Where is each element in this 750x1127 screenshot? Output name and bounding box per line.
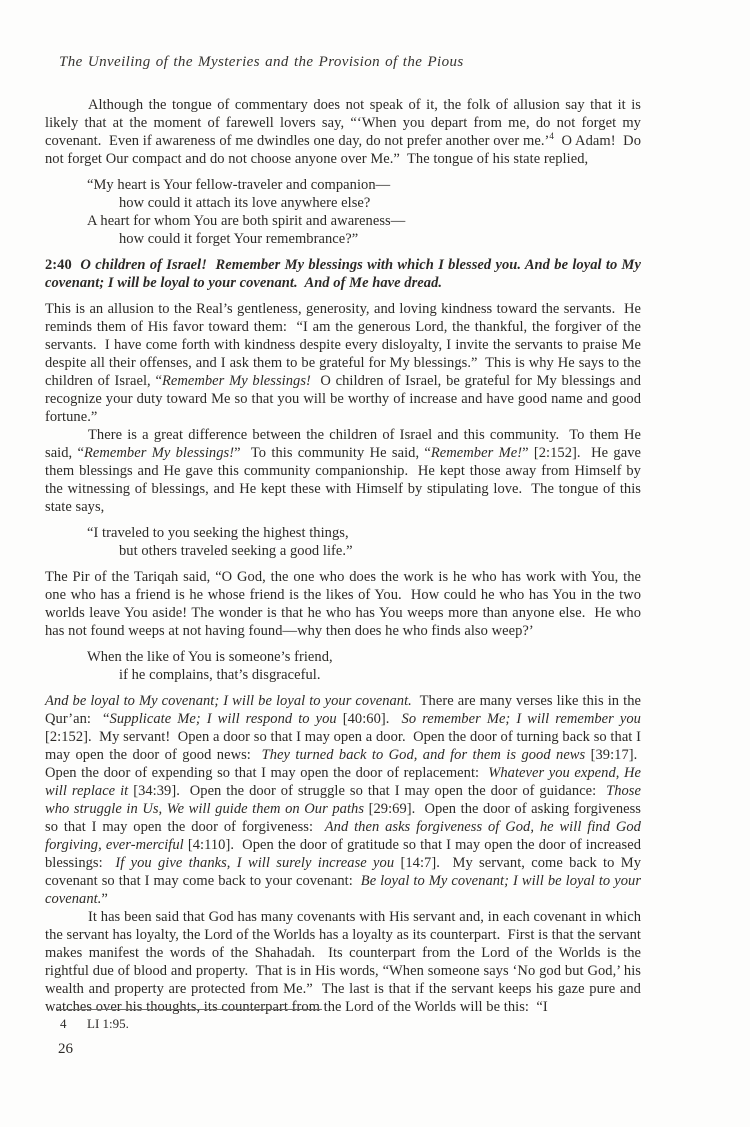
text-run: O Adam! Do not forget Our compact and do not choose anyone over Me.” The tongue of his state replied, bbox=[45, 133, 641, 167]
running-header: The Unveiling of the Mysteries and the Provision of the Pious bbox=[59, 54, 464, 70]
text-run: There is a great difference between the children of Israel and this community. To them He said, “ bbox=[45, 427, 641, 461]
paragraph bbox=[45, 300, 641, 426]
paragraph bbox=[45, 692, 641, 908]
verse bbox=[45, 176, 641, 248]
text-run: [40:60]. bbox=[336, 711, 402, 727]
text-run: Whatever you expend, He will replace it bbox=[45, 765, 642, 799]
text-run: And be loyal to My covenant; I will be loyal to your covenant. bbox=[45, 693, 412, 709]
text-run: if he complains, that’s disgraceful. bbox=[119, 667, 321, 683]
text-run: Those who struggle in Us, We will guide them on Our paths bbox=[45, 783, 641, 817]
text-run: And then asks forgiveness of God, he will find God forgiving, ever-merciful bbox=[45, 819, 641, 853]
verse-line bbox=[45, 542, 641, 560]
text-run: The Pir of the Tariqah said, “O God, the one who does the work is he who has work with You, the one who has a friend is he whose friend is the likes of You. How could he who has You in the two worlds leave You aside! The wonder is that he who has You weeps more than anyone else. He who has not found weeps at not having found—why then does he who finds also weep?’ bbox=[45, 569, 641, 639]
verse bbox=[45, 524, 641, 560]
text-run: [14:7]. My servant, come back to My covenant so that I may come back to your covenant: bbox=[45, 855, 641, 889]
text-run: Remember Me! bbox=[430, 445, 523, 461]
text-run: [39:17]. Open the door of expending so that I may open the door of replacement: bbox=[45, 747, 641, 781]
text-run: [4:110]. Open the door of gratitude so that I may open the door of increased blessings: bbox=[45, 837, 641, 871]
text-run: When the like of You is someone’s friend, bbox=[87, 649, 333, 665]
verse bbox=[45, 648, 641, 684]
paragraph bbox=[45, 908, 641, 1016]
text-run: [2:152]. My servant! Open a door so that I may open a door. Open the door of turning back so that I may open the door of good news: bbox=[45, 729, 641, 763]
page-number: 26 bbox=[58, 1041, 73, 1057]
footnote-divider bbox=[57, 1009, 322, 1010]
text-run: ” To this community He said, “ bbox=[234, 445, 431, 461]
text-run: 4 bbox=[549, 131, 554, 142]
verse-line bbox=[45, 194, 641, 212]
verse-line bbox=[45, 648, 641, 666]
text-run: Be loyal to My covenant; I will be loyal to your covenant. bbox=[45, 873, 642, 907]
text-run: how could it forget Your remembrance?” bbox=[119, 231, 359, 247]
verse-line bbox=[45, 524, 641, 542]
quran-verse-heading bbox=[45, 256, 641, 292]
paragraph bbox=[45, 426, 641, 516]
text-run: If you give thanks, I will surely increase you bbox=[115, 855, 395, 871]
text-run: “My heart is Your fellow-traveler and companion— bbox=[87, 177, 391, 193]
text-run: They turned back to God, and for them is good news bbox=[261, 747, 586, 763]
text-run: how could it attach its love anywhere else? bbox=[119, 195, 371, 211]
text-run: It has been said that God has many covenants with His servant and, in each covenant in which the servant has loyalty, the Lord of the Worlds has a loyalty as its counterpart. First is that the servant makes manifest the words of the Shahadah. Its counterpart from the Lord of the Worlds is the rightful due of blood and property. That is in His words, “When someone says ‘No god but God,’ his wealth and property are protected from Me.” The last is that if the servant keeps his gaze pure and watches over his thoughts, its counterpart from the Lord of the Worlds will be this: “I bbox=[45, 909, 641, 1015]
text-run: Although the tongue of commentary does not speak of it, the folk of allusion say that it is likely that at the moment of farewell lovers say, “‘When you depart from me, do not forget my covenant. Even if awareness of me dwindles one day, do not prefer another over me.’ bbox=[45, 97, 641, 149]
text-run: A heart for whom You are both spirit and awareness— bbox=[87, 213, 406, 229]
text-run: Remember My blessings! bbox=[84, 445, 235, 461]
paragraph bbox=[45, 568, 641, 640]
text-run: Remember My blessings! bbox=[161, 373, 311, 389]
text-run: O children of Israel! Remember My blessings with which I blessed you. And be loyal to My covenant; I will be loyal to your covenant. And of Me have dread. bbox=[45, 257, 641, 291]
verse-line bbox=[45, 666, 641, 684]
footnote bbox=[60, 1016, 129, 1032]
text-run: “I traveled to you seeking the highest things, bbox=[87, 525, 349, 541]
verse-line bbox=[45, 230, 641, 248]
text-run: Supplicate Me; I will respond to you bbox=[109, 711, 337, 727]
text-run: This is an allusion to the Real’s gentleness, generosity, and loving kindness toward the servants. He reminds them of His favor toward them: “I am the generous Lord, the thankful, the forgiver of the servants. I have come forth with kindness despite every disloyalty, I invite the servants to praise Me despite all their offenses, and I ask them to be grateful for My blessings.” This is why He says to the children of Israel, “ bbox=[45, 301, 641, 389]
text-run: So remember Me; I will remember you bbox=[401, 711, 641, 727]
footnote-text: LI 1:95. bbox=[87, 1016, 129, 1031]
text-run: ” bbox=[101, 891, 108, 907]
verse-line bbox=[45, 212, 641, 230]
text-blocks bbox=[45, 96, 641, 1016]
paragraph bbox=[45, 96, 641, 168]
text-run: There are many verses like this in the Qur’an: “ bbox=[45, 693, 641, 727]
text-run: [29:69]. Open the door of asking forgiveness so that I may open the door of forgiveness: bbox=[45, 801, 641, 835]
text-run: 2:40 bbox=[45, 257, 81, 273]
text-run: but others traveled seeking a good life.” bbox=[119, 543, 353, 559]
text-run: O children of Israel, be grateful for My blessings and recognize your duty toward Me so that you will be worthy of increase and have good name and good fortune.” bbox=[45, 373, 641, 425]
text-run: ” [2:152]. He gave them blessings and He gave this community companionship. He kept those away from Himself by the witnessing of blessings, and He kept these with Himself by stipulating love. The tongue of this state says, bbox=[45, 445, 641, 515]
verse-line bbox=[45, 176, 641, 194]
text-run: [34:39]. Open the door of struggle so that I may open the door of guidance: bbox=[128, 783, 607, 799]
footnote-marker: 4 bbox=[60, 1016, 67, 1031]
